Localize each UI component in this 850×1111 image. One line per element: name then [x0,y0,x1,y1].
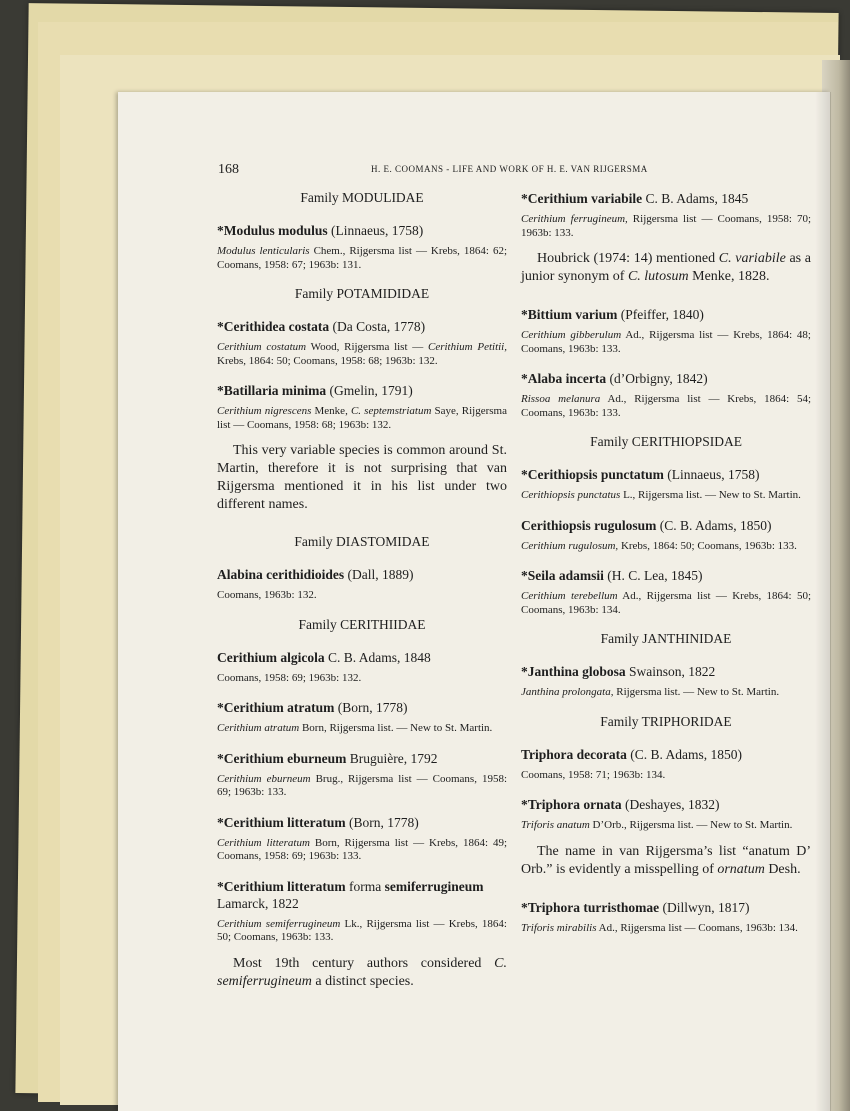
right-column [521,190,811,949]
paragraph-text: Most 19th century authors considered [233,955,495,971]
species-author: (d’Orbigny, 1842) [606,371,708,386]
species-entry [521,899,811,916]
synonym-name: Cerithium Petitii, [428,341,507,353]
paragraph-text: Menke, 1828. [688,269,770,284]
species-reference [521,769,811,783]
reference-text: Born, Rijgersma list. — New to St. Martin. [299,722,493,734]
species-author: (Dall, 1889) [344,567,414,582]
family-heading: Family TRIPHORIDAE [600,713,732,729]
species-author: (Deshayes, 1832) [621,797,720,812]
synonym-name: Triforis anatum [521,819,590,831]
species-entry [217,814,507,831]
species-reference [217,341,507,368]
paragraph-text: Desh. [764,861,801,877]
species-author: Swainson, 1822 [625,664,716,679]
species-name: Cerithiopsis rugulosum [521,517,657,533]
species-author: Bruguière, 1792 [346,750,438,766]
species-reference [521,213,811,240]
species-author: (Linnaeus, 1758) [663,467,760,482]
synonym-name: Cerithiopsis punctatus [521,489,621,501]
species-reference [217,245,507,272]
left-column [217,190,507,1011]
synonym-name: C. septemstriatum [350,405,432,417]
synonym-name: Cerithium nigrescens [217,405,312,417]
species-author: (H. C. Lea, 1845) [603,568,703,583]
species-name: *Triphora turristhomae [521,899,660,915]
species-entry [521,306,811,323]
species-entry [217,699,507,716]
synonym-name: Janthina prolongata, [521,686,614,698]
species-author: Lamarck, 1822 [217,895,299,911]
synonym-name: Cerithium costatum [217,341,307,353]
species-name: *Cerithiopsis punctatum [521,467,664,482]
synonym-name: Modulus lenticularis [217,245,310,257]
reference-text: Menke, [311,405,351,417]
species-entry [521,567,811,584]
species-author: C. B. Adams, 1848 [324,649,431,665]
species-author: (Gmelin, 1791) [326,383,413,398]
species-name: *Bittium varium [521,307,618,322]
species-author: (Linnaeus, 1758) [327,223,424,238]
species-reference [521,922,811,936]
species-reference [217,405,507,432]
family-heading: Family DIASTOMIDAE [294,534,430,549]
reference-text: Brug., Rijgersma list — Coomans, 1958: 69; 1963b: 133. [217,772,507,798]
species-author: (Da Costa, 1778) [329,319,426,334]
paragraph-text: as a junior synonym of [521,251,811,284]
paragraph-italic: ornatum [717,861,765,877]
species-name: *Modulus modulus [217,223,328,238]
species-reference [521,329,811,356]
family-heading: Family MODULIDAE [300,190,424,205]
paragraph-italic: C. variabile [718,251,786,266]
reference-text: Krebs, 1864: 50; Coomans, 1963b: 133. [618,539,797,552]
commentary-paragraph [217,955,507,991]
species-entry [521,796,811,813]
species-entry [521,370,811,387]
reference-text: Ad., Rijgersma list — Krebs, 1864: 54; Coomans, 1963b: 133. [521,393,811,419]
species-reference [217,837,507,864]
species-name: semiferrugineum [381,878,484,894]
reference-text: Chem., Rijgersma list — Krebs, 1864: 62; Coomans, 1958: 67; 1963b: 131. [217,245,508,271]
synonym-name: Cerithium eburneum [217,772,311,785]
species-author: forma [345,878,382,894]
species-reference [521,489,811,503]
species-reference [217,722,507,736]
reference-text: Wood, Rijgersma list — [306,341,428,353]
species-entry [521,466,811,483]
reference-text: Rijgersma list — Coomans, 1958: 70; 1963b: 133. [521,213,811,239]
reference-text: Lk., Rijgersma list — Krebs, 1864: 50; Coomans, 1963b: 133. [217,917,507,943]
reference-text: Ad., Rijgersma list — Krebs, 1864: 48; Coomans, 1963b: 133. [521,329,811,355]
reference-text: Ad., Rijgersma list — Coomans, 1963b: 134. [596,921,798,934]
species-author: (C. B. Adams, 1850) [656,517,772,533]
synonym-name: Cerithium gibberulum [521,329,622,341]
species-entry [217,566,507,583]
reference-text: Coomans, 1958: 69; 1963b: 132. [217,671,362,684]
species-reference [217,918,507,945]
species-entry [217,382,507,399]
species-author: (Born, 1778) [345,814,419,830]
synonym-name: Triforis mirabilis [521,921,597,934]
species-entry [217,750,507,767]
species-entry [521,517,811,534]
species-reference [217,589,507,603]
species-entry [217,878,507,912]
paragraph-text: Houbrick (1974: 14) mentioned [537,251,719,266]
species-reference [217,773,507,800]
species-name: Alabina cerithidioides [217,567,345,582]
synonym-name: Rissoa melanura [521,393,601,405]
synonym-name: Cerithium rugulosum, [521,539,619,552]
page-gutter-shadow [815,92,831,1111]
species-name: *Alaba incerta [521,371,607,386]
species-author: (C. B. Adams, 1850) [626,746,742,762]
species-name: *Cerithium atratum [217,700,335,715]
synonym-name: Cerithium semiferrugineum [217,917,341,930]
paragraph-text: This very variable species is common around St. Martin, therefore it is not surprising that van Rijgersma mentioned it in his list under two different names. [217,443,507,512]
reference-text: Coomans, 1958: 71; 1963b: 134. [521,768,666,781]
running-title: H. E. COOMANS - LIFE AND WORK OF H. E. VAN RIJGERSMA [371,164,648,174]
species-name: *Seila adamsii [521,568,604,583]
species-name: *Cerithium variabile [521,191,643,206]
family-heading: Family POTAMIDIDAE [294,286,430,301]
species-entry [521,746,811,763]
species-entry [217,222,507,239]
paragraph-text: The name in van Rijgersma’s list “anatum D’ Orb.” is evidently a misspelling of [521,843,811,877]
species-name: Cerithium algicola [217,649,325,665]
reference-text: Saye, Rijgersma list — Coomans, 1958: 68; 1963b: 132. [217,405,507,431]
species-author: (Born, 1778) [334,700,408,715]
family-heading: Family CERITHIOPSIDAE [590,434,742,449]
page-number: 168 [218,162,239,177]
commentary-paragraph [521,250,811,286]
reference-text: Rijgersma list. — New to St. Martin. [613,686,780,698]
reference-text: Ad., Rijgersma list — Krebs, 1864: 50; Coomans, 1963b: 134. [521,590,811,616]
reference-text: L., Rijgersma list. — New to St. Martin. [620,489,801,501]
species-entry [217,318,507,335]
paragraph-italic: C. lutosum [627,269,689,284]
commentary-paragraph [521,843,811,879]
species-reference [217,672,507,686]
family-heading: Family JANTHINIDAE [600,631,732,646]
synonym-name: Cerithium atratum [217,722,300,734]
synonym-name: Cerithium ferrugineum, [521,213,628,225]
species-name: *Triphora ornata [521,797,622,812]
species-name: *Cerithidea costata [217,319,330,334]
reference-text: Krebs, 1864: 50; Coomans, 1958: 68; 1963b: 132. [217,354,438,367]
species-entry [521,663,811,680]
family-heading: Family CERITHIIDAE [298,616,426,632]
species-reference [521,686,811,700]
species-name: *Cerithium litteratum [217,814,346,830]
reference-text: D’Orb., Rijgersma list. — New to St. Martin. [589,819,793,831]
paragraph-italic: C. semiferrugineum [217,955,507,989]
reference-text: Born, Rijgersma list — Krebs, 1864: 49; Coomans, 1958: 69; 1963b: 133. [217,836,508,862]
species-reference [521,590,811,617]
commentary-paragraph [217,442,507,514]
species-entry [521,190,811,207]
species-name: *Batillaria minima [217,383,327,398]
paragraph-text: a distinct species. [311,973,414,989]
species-reference [521,393,811,420]
species-name: Triphora decorata [521,746,627,762]
species-entry [217,649,507,666]
reference-text: Coomans, 1963b: 132. [217,589,317,601]
species-author: (Pfeiffer, 1840) [617,307,704,322]
species-name: *Janthina globosa [521,664,626,679]
species-author: (Dillwyn, 1817) [659,899,750,915]
species-reference [521,540,811,554]
species-author: C. B. Adams, 1845 [642,191,749,206]
species-reference [521,819,811,833]
species-name: *Cerithium litteratum [217,878,346,894]
synonym-name: Cerithium terebellum [521,590,618,602]
synonym-name: Cerithium litteratum [217,836,310,849]
species-name: *Cerithium eburneum [217,750,347,766]
